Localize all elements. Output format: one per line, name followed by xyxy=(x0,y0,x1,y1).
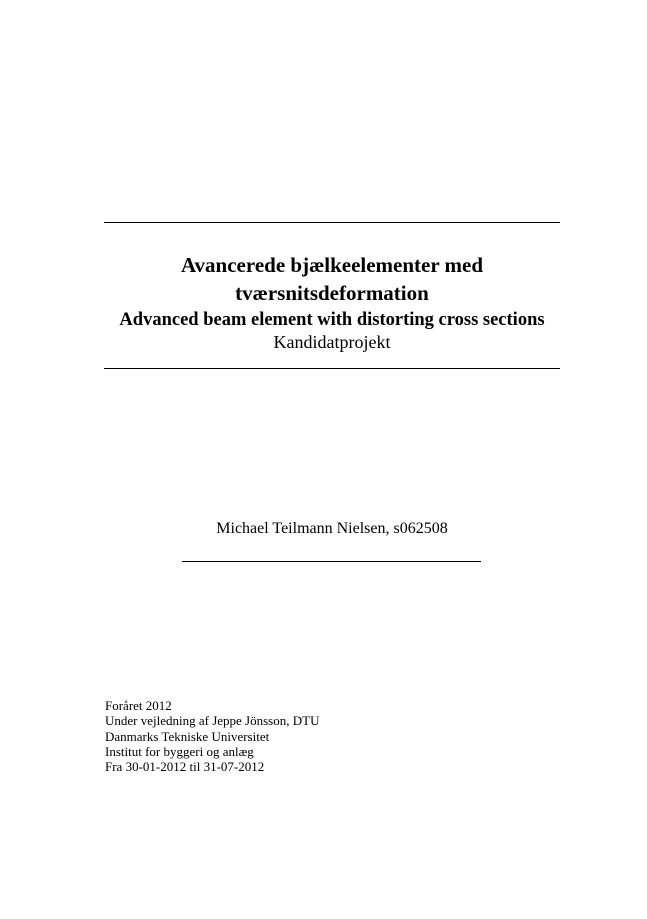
title-danish-line1: Avancerede bjælkeelementer med xyxy=(180,253,484,277)
title-top-rule xyxy=(104,222,560,223)
title-bottom-rule xyxy=(104,368,560,369)
info-semester: Foråret 2012 xyxy=(105,698,172,713)
project-info-block xyxy=(105,698,319,774)
info-period: Fra 30-01-2012 til 31-07-2012 xyxy=(105,759,265,775)
title-danish-line2: tværsnitsdeformation xyxy=(235,281,429,305)
info-department: Institut for byggeri og anlæg xyxy=(105,743,254,759)
author-name: Michael Teilmann Nielsen, s062508 xyxy=(216,520,448,537)
title-block xyxy=(104,251,560,353)
project-type: Kandidatprojekt xyxy=(273,332,391,352)
info-university: Danmarks Tekniske Universitet xyxy=(105,728,270,744)
author-signature-rule xyxy=(182,561,481,562)
title-english: Advanced beam element with distorting cross sections xyxy=(119,310,545,330)
info-supervisor: Under vejledning af Jeppe Jönsson, DTU xyxy=(105,713,320,729)
